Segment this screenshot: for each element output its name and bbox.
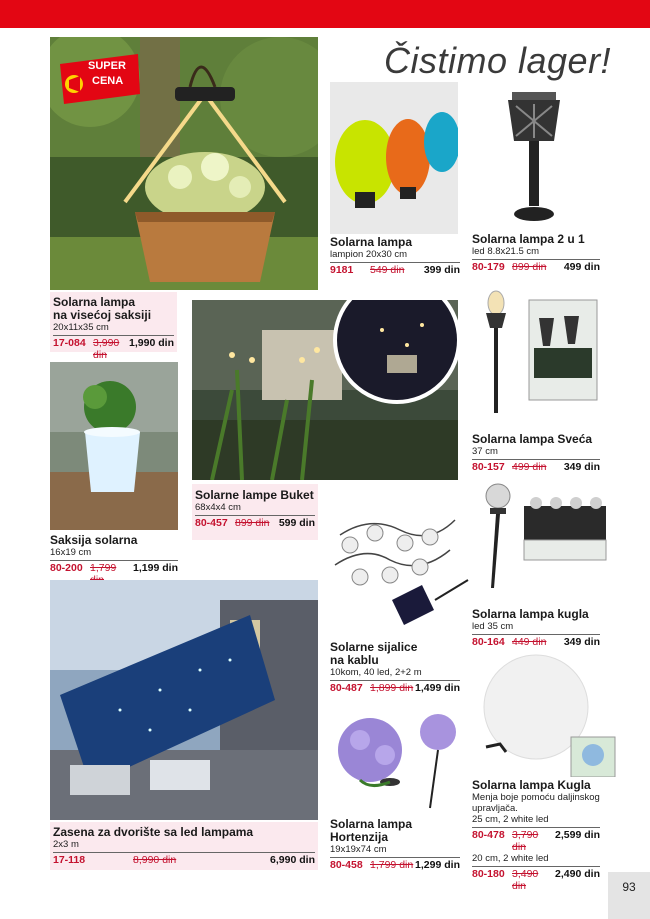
photo-garden-bouquet-lamps <box>192 300 458 480</box>
new-price: 349 din <box>563 461 600 473</box>
product-code: 80-478 <box>472 829 505 841</box>
new-price: 6,990 din <box>270 854 315 866</box>
product-name-line1: Solarne sijalice <box>330 640 418 654</box>
product-desc-line2: upravljača. <box>472 803 518 814</box>
price-row <box>330 857 460 871</box>
new-price: 1,990 din <box>129 337 174 349</box>
photo-string-bulbs <box>330 505 470 635</box>
price-row <box>472 866 600 892</box>
old-price: 3,790 din <box>512 829 539 853</box>
product-card-lamp-2-in-1 <box>472 233 600 273</box>
product-code: 80-164 <box>472 636 505 648</box>
price-row <box>53 335 174 361</box>
product-card-hanging-planter <box>50 292 177 361</box>
old-price: 449 din <box>512 636 547 648</box>
product-card-hydrangea <box>330 818 460 870</box>
page-number: 93 <box>608 872 650 919</box>
old-price: 1,799 din <box>370 859 414 871</box>
product-name-line2: Hortenzija <box>330 830 389 844</box>
photo-globe-lamp <box>476 652 616 777</box>
new-price: 1,499 din <box>415 682 460 694</box>
product-name-line1: Solarna lampa <box>53 295 136 309</box>
old-price: 8,990 din <box>133 854 177 866</box>
new-price: 399 din <box>423 264 460 276</box>
new-price: 349 din <box>563 636 600 648</box>
new-price: 1,199 din <box>133 562 178 574</box>
photo-solar-pot <box>50 362 178 530</box>
product-desc: led 35 cm <box>472 621 514 632</box>
product-desc: 10kom, 40 led, 2+2 m <box>330 667 422 678</box>
product-code: 80-157 <box>472 461 505 473</box>
new-price: 2,490 din <box>555 868 600 880</box>
old-price: 3,990 din <box>93 337 120 361</box>
product-name: Solarne lampe Buket <box>195 488 314 502</box>
product-name: Solarna lampa 2 u 1 <box>472 232 585 246</box>
product-card-shade-sail <box>50 822 318 870</box>
photo-hydrangea-lamp <box>330 710 460 810</box>
product-desc: 68x4x4 cm <box>195 502 241 513</box>
product-code: 80-458 <box>330 859 363 871</box>
price-row <box>330 262 460 276</box>
old-price: 499 din <box>512 461 547 473</box>
old-price: 3,490 din <box>512 868 539 892</box>
product-desc: 2x3 m <box>53 839 79 850</box>
old-price: 1,899 din <box>370 682 414 694</box>
product-name: Solarna lampa Sveća <box>472 432 593 446</box>
price-row <box>330 680 460 694</box>
product-desc: led 8.8x21.5 cm <box>472 246 540 257</box>
photo-lamp-2-in-1 <box>498 86 570 231</box>
product-card-lantern <box>330 236 460 274</box>
product-code: 9181 <box>330 264 354 276</box>
product-name: Zasena za dvorište sa led lampama <box>53 825 254 839</box>
product-desc: 20x11x35 cm <box>53 322 109 333</box>
product-code: 17-084 <box>53 337 86 349</box>
product-code: 80-457 <box>195 517 228 529</box>
badge-text-super: SUPER <box>88 60 126 72</box>
price-row <box>53 852 315 866</box>
top-brand-bar <box>0 0 650 28</box>
photo-candle-lamp <box>474 288 600 428</box>
variant-desc: 25 cm, 2 white led <box>472 814 549 825</box>
product-card-candle <box>472 433 600 473</box>
product-desc-line1: Menja boje pomoću daljinskog <box>472 792 600 803</box>
price-row <box>472 259 600 273</box>
old-price: 1,799 <box>90 562 117 574</box>
variant-desc: 20 cm, 2 white led <box>472 853 549 864</box>
product-name-line2: na visećoj saksiji <box>53 308 152 322</box>
new-price: 499 din <box>563 261 600 273</box>
product-desc: 37 cm <box>472 446 498 457</box>
product-card-globe <box>472 778 600 892</box>
new-price: 599 din <box>278 517 315 529</box>
product-desc: 19x19x74 cm <box>330 844 387 855</box>
product-name: Saksija solarna <box>50 533 138 547</box>
photo-globe-stake-lamp <box>476 478 608 606</box>
product-card-string-bulbs <box>330 641 460 693</box>
old-price: 899 din <box>512 261 547 273</box>
new-price: 1,299 din <box>415 859 460 871</box>
product-name-line2: na kablu <box>330 653 379 667</box>
new-price: 2,599 din <box>555 829 600 841</box>
product-code: 80-487 <box>330 682 363 694</box>
product-desc: lampion 20x30 cm <box>330 249 408 260</box>
product-card-bouquet <box>192 484 318 540</box>
photo-shade-sail <box>50 580 318 820</box>
product-desc: 16x19 cm <box>50 547 92 558</box>
price-row <box>472 459 600 473</box>
old-price: 899 din <box>235 517 270 529</box>
product-name: Solarna lampa kugla <box>472 607 589 621</box>
price-row <box>472 634 600 648</box>
product-name: Solarna lampa <box>330 235 413 249</box>
product-card-solar-pot <box>50 534 178 574</box>
product-code: 17-118 <box>53 854 86 866</box>
product-name: Solarna lampa Kugla <box>472 778 591 792</box>
badge-text-cena: CENA <box>92 75 124 87</box>
product-card-globe-stake <box>472 608 600 648</box>
price-row <box>195 515 315 529</box>
product-code: 80-200 <box>50 562 83 574</box>
product-name-line1: Solarna lampa <box>330 817 413 831</box>
product-code: 80-180 <box>472 868 505 880</box>
photo-lantern-lamps <box>330 82 458 234</box>
page-headline: Čistimo lager! <box>384 40 612 81</box>
old-price: 549 din <box>370 264 405 276</box>
product-code: 80-179 <box>472 261 505 273</box>
price-row <box>472 827 600 853</box>
super-cena-badge <box>60 54 140 104</box>
